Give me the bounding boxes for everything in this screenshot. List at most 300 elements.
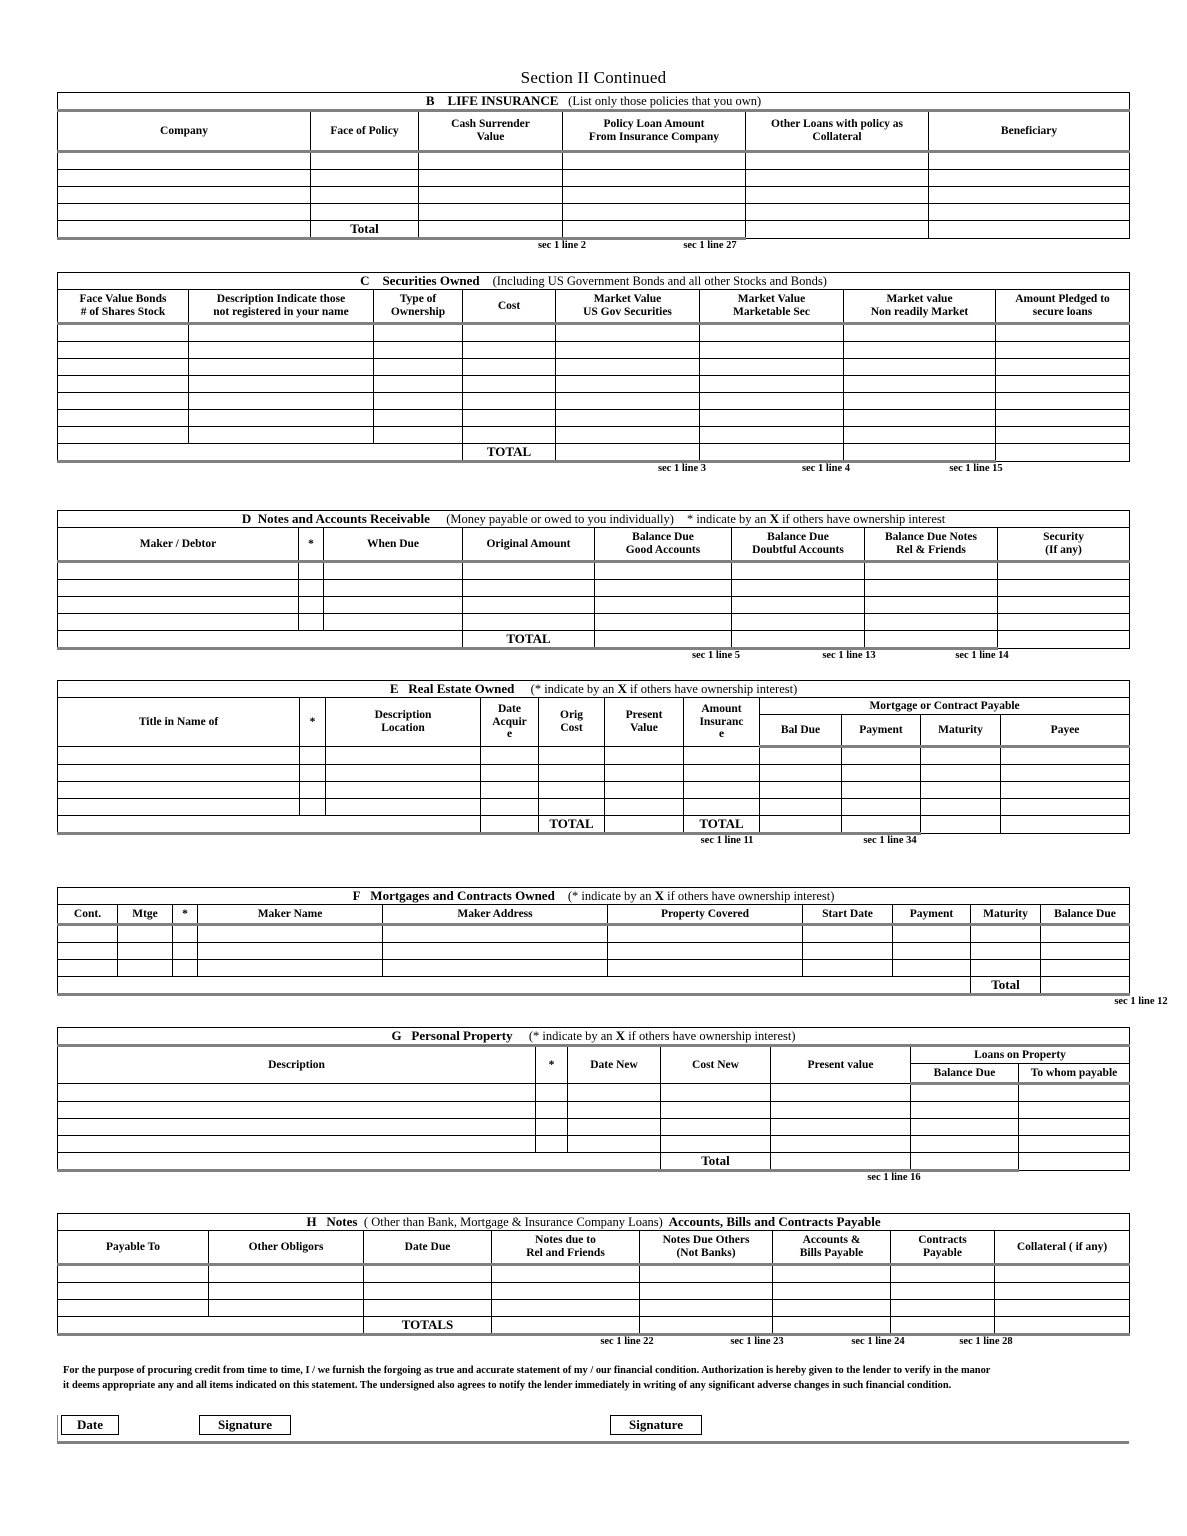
cell-present-value[interactable] [605, 747, 684, 765]
table-row[interactable] [58, 410, 1130, 427]
cell-balance-due[interactable] [1041, 925, 1130, 943]
cell-notes-others[interactable] [640, 1300, 773, 1317]
cell-cost[interactable] [463, 342, 556, 359]
total-payment[interactable] [842, 816, 921, 834]
cell-ownership[interactable] [374, 359, 463, 376]
table-row[interactable] [58, 614, 1130, 631]
cell-accounts-bills[interactable] [773, 1265, 891, 1283]
cell-amount-pledged[interactable] [996, 359, 1130, 376]
total-mv-usgov[interactable] [556, 444, 700, 462]
cell-date-acquired[interactable] [481, 782, 539, 799]
table-row[interactable] [58, 960, 1130, 977]
cell-cost-new[interactable] [661, 1119, 771, 1136]
cell-orig-cost[interactable] [539, 747, 605, 765]
cell-date-new[interactable] [568, 1102, 661, 1119]
cell-notes-rel[interactable] [492, 1283, 640, 1300]
cell-payment[interactable] [893, 960, 971, 977]
cell-balance-due[interactable] [911, 1119, 1019, 1136]
cell-bal-rel[interactable] [865, 597, 998, 614]
cell-maturity[interactable] [921, 765, 1001, 782]
table-row[interactable] [58, 925, 1130, 943]
cell-amount-pledged[interactable] [996, 410, 1130, 427]
cell-asterisk[interactable] [299, 580, 324, 597]
cell-orig-cost[interactable] [539, 765, 605, 782]
cell-mv-usgov[interactable] [556, 393, 700, 410]
cell-property-covered[interactable] [608, 960, 803, 977]
cell-asterisk[interactable] [300, 782, 326, 799]
cell-cont[interactable] [58, 943, 118, 960]
cell-mtge[interactable] [118, 960, 173, 977]
cell-asterisk[interactable] [173, 960, 198, 977]
section-f-header-row [58, 905, 1130, 925]
cell-title-name[interactable] [58, 747, 300, 765]
cell-balance-due[interactable] [911, 1084, 1019, 1102]
signature-label-box-1[interactable]: Signature [199, 1415, 291, 1435]
cell-cost[interactable] [463, 393, 556, 410]
total-bal-doubtful[interactable] [732, 631, 865, 649]
cell-cost[interactable] [463, 376, 556, 393]
cell-cash-surrender[interactable] [419, 170, 563, 187]
cell-description[interactable] [189, 324, 374, 342]
cell-bal-rel[interactable] [865, 580, 998, 597]
cell-present-value[interactable] [771, 1084, 911, 1102]
cell-asterisk[interactable] [299, 614, 324, 631]
cell-amount-insurance[interactable] [684, 765, 760, 782]
cell-start-date[interactable] [803, 960, 893, 977]
table-row[interactable] [58, 152, 1130, 170]
legal-line-2: it deems appropriate any and all items indicated on this statement. The undersigned also agrees to notify the lender immediately in writing of any significant adverse changes in such financial condition. [63, 1379, 952, 1391]
total-collateral[interactable] [995, 1317, 1130, 1335]
table-row[interactable] [58, 342, 1130, 359]
cell-asterisk[interactable] [300, 747, 326, 765]
cell-to-whom-payable[interactable] [1019, 1102, 1130, 1119]
cell-accounts-bills[interactable] [773, 1283, 891, 1300]
cell-maker-name[interactable] [198, 943, 383, 960]
cell-amount-pledged[interactable] [996, 324, 1130, 342]
total-accounts-bills[interactable] [773, 1317, 891, 1335]
cell-bal-doubtful[interactable] [732, 580, 865, 597]
cell-security[interactable] [998, 580, 1130, 597]
cell-company[interactable] [58, 170, 311, 187]
cell-face-of-policy[interactable] [311, 204, 419, 221]
cell-cost-new[interactable] [661, 1136, 771, 1153]
cell-description[interactable] [58, 1102, 536, 1119]
cell-face-value[interactable] [58, 342, 189, 359]
cell-start-date[interactable] [803, 925, 893, 943]
cell-when-due[interactable] [324, 580, 463, 597]
signature-label-box-2[interactable]: Signature [610, 1415, 702, 1435]
cell-when-due[interactable] [324, 562, 463, 580]
cell-beneficiary[interactable] [929, 204, 1130, 221]
cell-asterisk[interactable] [300, 765, 326, 782]
cell-present-value[interactable] [605, 765, 684, 782]
cell-face-of-policy[interactable] [311, 187, 419, 204]
cell-mv-usgov[interactable] [556, 410, 700, 427]
cell-amount-pledged[interactable] [996, 427, 1130, 444]
cell-asterisk[interactable] [536, 1119, 568, 1136]
cell-amount-insurance[interactable] [684, 747, 760, 765]
cell-face-value[interactable] [58, 427, 189, 444]
cell-description-location[interactable] [326, 799, 481, 816]
col-header-maturity: Maturity [921, 715, 1001, 747]
cell-present-value[interactable] [605, 782, 684, 799]
cell-bal-good[interactable] [595, 580, 732, 597]
cell-amount-insurance[interactable] [684, 799, 760, 816]
cell-mv-nonreadily[interactable] [844, 393, 996, 410]
cell-date-due[interactable] [364, 1265, 492, 1283]
cell-original-amount[interactable] [463, 562, 595, 580]
cell-description-location[interactable] [326, 765, 481, 782]
cell-present-value[interactable] [771, 1102, 911, 1119]
table-row[interactable] [58, 170, 1130, 187]
cell-collateral[interactable] [995, 1300, 1130, 1317]
cell-ownership[interactable] [374, 410, 463, 427]
total-policy-loan[interactable] [563, 221, 746, 239]
cell-bal-rel[interactable] [865, 562, 998, 580]
cell-security[interactable] [998, 614, 1130, 631]
cell-ownership[interactable] [374, 376, 463, 393]
section-h-notes-accounts-bills-contracts-payable [57, 1213, 1129, 1350]
table-row[interactable] [58, 943, 1130, 960]
cell-payment[interactable] [893, 943, 971, 960]
total-present-value[interactable] [771, 1153, 911, 1171]
cell-notes-rel[interactable] [492, 1265, 640, 1283]
cell-amount-insurance[interactable] [684, 782, 760, 799]
cell-present-value[interactable] [771, 1119, 911, 1136]
cell-maturity[interactable] [921, 799, 1001, 816]
cell-date-new[interactable] [568, 1084, 661, 1102]
cell-date-due[interactable] [364, 1300, 492, 1317]
cell-mv-marketable[interactable] [700, 359, 844, 376]
cell-payment[interactable] [842, 747, 921, 765]
cell-accounts-bills[interactable] [773, 1300, 891, 1317]
cell-description[interactable] [189, 359, 374, 376]
col-header-amount-pledged: Amount Pledged to secure loans [996, 290, 1130, 324]
cell-asterisk[interactable] [299, 562, 324, 580]
cell-property-covered[interactable] [608, 943, 803, 960]
table-row[interactable] [58, 393, 1130, 410]
cell-policy-loan[interactable] [563, 170, 746, 187]
cell-title-name[interactable] [58, 799, 300, 816]
cell-orig-cost[interactable] [539, 799, 605, 816]
cell-orig-cost[interactable] [539, 782, 605, 799]
cell-asterisk[interactable] [173, 943, 198, 960]
cell-beneficiary[interactable] [929, 170, 1130, 187]
cell-mtge[interactable] [118, 925, 173, 943]
table-row[interactable] [58, 427, 1130, 444]
table-row[interactable] [58, 376, 1130, 393]
cell-other-loans[interactable] [746, 204, 929, 221]
col-header-cost: Cost [463, 290, 556, 324]
col-header-cash-surrender-value: Cash Surrender Value [419, 111, 563, 152]
date-label-box[interactable]: Date [61, 1415, 119, 1435]
cell-mv-nonreadily[interactable] [844, 376, 996, 393]
cell-maturity[interactable] [921, 782, 1001, 799]
table-row[interactable] [58, 562, 1130, 580]
cell-mv-marketable[interactable] [700, 410, 844, 427]
cell-mv-usgov[interactable] [556, 359, 700, 376]
cell-date-acquired[interactable] [481, 765, 539, 782]
cell-bal-good[interactable] [595, 614, 732, 631]
cell-payment[interactable] [842, 799, 921, 816]
cell-amount-pledged[interactable] [996, 376, 1130, 393]
cell-start-date[interactable] [803, 943, 893, 960]
cell-balance-due[interactable] [1041, 943, 1130, 960]
table-row[interactable] [58, 1119, 1130, 1136]
cell-cost[interactable] [463, 359, 556, 376]
cell-present-value[interactable] [605, 799, 684, 816]
cell-contracts[interactable] [891, 1265, 995, 1283]
cell-to-whom-payable[interactable] [1019, 1119, 1130, 1136]
total-balance-due[interactable] [1041, 977, 1130, 995]
cell-asterisk[interactable] [536, 1084, 568, 1102]
cell-payable-to[interactable] [58, 1265, 209, 1283]
cell-when-due[interactable] [324, 597, 463, 614]
cell-maker-debtor[interactable] [58, 580, 299, 597]
section-b-life-insurance [57, 92, 1129, 254]
cell-company[interactable] [58, 187, 311, 204]
cell-bal-good[interactable] [595, 597, 732, 614]
cell-payee[interactable] [1001, 782, 1130, 799]
cell-mv-marketable[interactable] [700, 393, 844, 410]
cell-maker-address[interactable] [383, 943, 608, 960]
cell-cost[interactable] [463, 410, 556, 427]
cell-maturity[interactable] [921, 747, 1001, 765]
cell-beneficiary[interactable] [929, 152, 1130, 170]
cell-security[interactable] [998, 562, 1130, 580]
cell-other-loans[interactable] [746, 170, 929, 187]
cell-cost[interactable] [463, 324, 556, 342]
cell-payable-to[interactable] [58, 1300, 209, 1317]
cell-maker-debtor[interactable] [58, 562, 299, 580]
cell-collateral[interactable] [995, 1283, 1130, 1300]
cell-bal-due[interactable] [760, 799, 842, 816]
cell-other-obligors[interactable] [209, 1283, 364, 1300]
cell-description-location[interactable] [326, 782, 481, 799]
cell-title-name[interactable] [58, 765, 300, 782]
cell-mv-nonreadily[interactable] [844, 342, 996, 359]
cell-date-acquired[interactable] [481, 799, 539, 816]
cell-ownership[interactable] [374, 393, 463, 410]
cell-maker-debtor[interactable] [58, 614, 299, 631]
cell-asterisk[interactable] [300, 799, 326, 816]
total-present-value[interactable] [605, 816, 684, 834]
cell-face-value[interactable] [58, 376, 189, 393]
table-row[interactable] [58, 747, 1130, 765]
cell-bal-doubtful[interactable] [732, 614, 865, 631]
cell-policy-loan[interactable] [563, 152, 746, 170]
cell-maturity[interactable] [971, 943, 1041, 960]
total-mv-marketable[interactable] [700, 444, 844, 462]
cell-amount-pledged[interactable] [996, 342, 1130, 359]
table-row[interactable] [58, 359, 1130, 376]
table-row[interactable] [58, 324, 1130, 342]
cell-when-due[interactable] [324, 614, 463, 631]
cell-notes-others[interactable] [640, 1265, 773, 1283]
cell-balance-due[interactable] [911, 1102, 1019, 1119]
cell-cash-surrender[interactable] [419, 187, 563, 204]
cell-asterisk[interactable] [173, 925, 198, 943]
cell-collateral[interactable] [995, 1265, 1130, 1283]
cell-date-due[interactable] [364, 1283, 492, 1300]
cell-maturity[interactable] [971, 925, 1041, 943]
cell-ownership[interactable] [374, 342, 463, 359]
cell-description[interactable] [189, 342, 374, 359]
cell-payment[interactable] [893, 925, 971, 943]
cell-asterisk[interactable] [299, 597, 324, 614]
spacer-cell [58, 1317, 364, 1335]
cell-bal-good[interactable] [595, 562, 732, 580]
cell-payee[interactable] [1001, 765, 1130, 782]
cell-payment[interactable] [842, 765, 921, 782]
cell-maker-name[interactable] [198, 960, 383, 977]
cell-property-covered[interactable] [608, 925, 803, 943]
cell-mv-marketable[interactable] [700, 376, 844, 393]
cell-face-value[interactable] [58, 324, 189, 342]
table-row[interactable] [58, 1102, 1130, 1119]
table-row[interactable] [58, 799, 1130, 816]
cell-description[interactable] [189, 410, 374, 427]
cell-mtge[interactable] [118, 943, 173, 960]
cell-description[interactable] [189, 427, 374, 444]
table-row[interactable] [58, 765, 1130, 782]
cell-policy-loan[interactable] [563, 187, 746, 204]
cell-ownership[interactable] [374, 427, 463, 444]
cell-face-value[interactable] [58, 393, 189, 410]
total-balance-due[interactable] [911, 1153, 1019, 1171]
cell-description[interactable] [58, 1084, 536, 1102]
cell-cost-new[interactable] [661, 1084, 771, 1102]
table-row[interactable] [58, 597, 1130, 614]
cell-face-of-policy[interactable] [311, 170, 419, 187]
cell-to-whom-payable[interactable] [1019, 1136, 1130, 1153]
cell-payee[interactable] [1001, 799, 1130, 816]
cell-other-loans[interactable] [746, 187, 929, 204]
cell-ownership[interactable] [374, 324, 463, 342]
cell-mv-nonreadily[interactable] [844, 324, 996, 342]
cell-cont[interactable] [58, 960, 118, 977]
signature-row [57, 1415, 1129, 1445]
table-row[interactable] [58, 1136, 1130, 1153]
cell-present-value[interactable] [771, 1136, 911, 1153]
cell-maturity[interactable] [971, 960, 1041, 977]
cell-bal-due[interactable] [760, 747, 842, 765]
cell-mv-usgov[interactable] [556, 342, 700, 359]
table-row[interactable] [58, 580, 1130, 597]
cell-other-loans[interactable] [746, 152, 929, 170]
cell-cost-new[interactable] [661, 1102, 771, 1119]
cell-company[interactable] [58, 204, 311, 221]
cell-maker-address[interactable] [383, 925, 608, 943]
section-h-footnotes [57, 1336, 1129, 1350]
total-bal-rel[interactable] [865, 631, 998, 649]
cell-mv-usgov[interactable] [556, 376, 700, 393]
cell-other-obligors[interactable] [209, 1300, 364, 1317]
cell-date-new[interactable] [568, 1119, 661, 1136]
cell-face-of-policy[interactable] [311, 152, 419, 170]
cell-mv-usgov[interactable] [556, 324, 700, 342]
table-row[interactable] [58, 1084, 1130, 1102]
cell-maker-debtor[interactable] [58, 597, 299, 614]
cell-asterisk[interactable] [536, 1136, 568, 1153]
cell-date-acquired[interactable] [481, 747, 539, 765]
cell-balance-due[interactable] [1041, 960, 1130, 977]
table-row[interactable] [58, 204, 1130, 221]
cell-date-new[interactable] [568, 1136, 661, 1153]
cell-description[interactable] [58, 1136, 536, 1153]
cell-cost[interactable] [463, 427, 556, 444]
cell-description[interactable] [189, 393, 374, 410]
table-row[interactable] [58, 1265, 1130, 1283]
cell-payee[interactable] [1001, 747, 1130, 765]
cell-mv-marketable[interactable] [700, 342, 844, 359]
cell-title-name[interactable] [58, 782, 300, 799]
cell-cont[interactable] [58, 925, 118, 943]
cell-mv-marketable[interactable] [700, 324, 844, 342]
table-row[interactable] [58, 1283, 1130, 1300]
cell-asterisk[interactable] [536, 1102, 568, 1119]
cell-company[interactable] [58, 152, 311, 170]
total-bal-good[interactable] [595, 631, 732, 649]
cell-cash-surrender[interactable] [419, 204, 563, 221]
cell-notes-others[interactable] [640, 1283, 773, 1300]
cell-policy-loan[interactable] [563, 204, 746, 221]
cell-description-location[interactable] [326, 747, 481, 765]
cell-security[interactable] [998, 597, 1130, 614]
cell-bal-due[interactable] [760, 765, 842, 782]
cell-cash-surrender[interactable] [419, 152, 563, 170]
cell-bal-doubtful[interactable] [732, 562, 865, 580]
cell-to-whom-payable[interactable] [1019, 1084, 1130, 1102]
cell-mv-nonreadily[interactable] [844, 427, 996, 444]
cell-amount-pledged[interactable] [996, 393, 1130, 410]
cell-description[interactable] [58, 1119, 536, 1136]
cell-original-amount[interactable] [463, 597, 595, 614]
cell-face-value[interactable] [58, 359, 189, 376]
cell-payable-to[interactable] [58, 1283, 209, 1300]
cell-payment[interactable] [842, 782, 921, 799]
cell-bal-rel[interactable] [865, 614, 998, 631]
cell-other-obligors[interactable] [209, 1265, 364, 1283]
cell-bal-doubtful[interactable] [732, 597, 865, 614]
total-mv-nonreadily[interactable] [844, 444, 996, 462]
cell-beneficiary[interactable] [929, 187, 1130, 204]
table-row[interactable] [58, 782, 1130, 799]
total-notes-others[interactable] [640, 1317, 773, 1335]
cell-mv-nonreadily[interactable] [844, 359, 996, 376]
cell-maker-name[interactable] [198, 925, 383, 943]
cell-notes-rel[interactable] [492, 1300, 640, 1317]
table-row[interactable] [58, 1300, 1130, 1317]
cell-contracts[interactable] [891, 1283, 995, 1300]
cell-mv-marketable[interactable] [700, 427, 844, 444]
total-cash-surrender[interactable] [419, 221, 563, 239]
cell-mv-usgov[interactable] [556, 427, 700, 444]
total-contracts[interactable] [891, 1317, 995, 1335]
cell-original-amount[interactable] [463, 614, 595, 631]
cell-description[interactable] [189, 376, 374, 393]
cell-balance-due[interactable] [911, 1136, 1019, 1153]
table-row[interactable] [58, 187, 1130, 204]
cell-maker-address[interactable] [383, 960, 608, 977]
cell-original-amount[interactable] [463, 580, 595, 597]
cell-mv-nonreadily[interactable] [844, 410, 996, 427]
cell-bal-due[interactable] [760, 782, 842, 799]
total-notes-rel[interactable] [492, 1317, 640, 1335]
cell-contracts[interactable] [891, 1300, 995, 1317]
cell-face-value[interactable] [58, 410, 189, 427]
total-bal-due[interactable] [760, 816, 842, 834]
